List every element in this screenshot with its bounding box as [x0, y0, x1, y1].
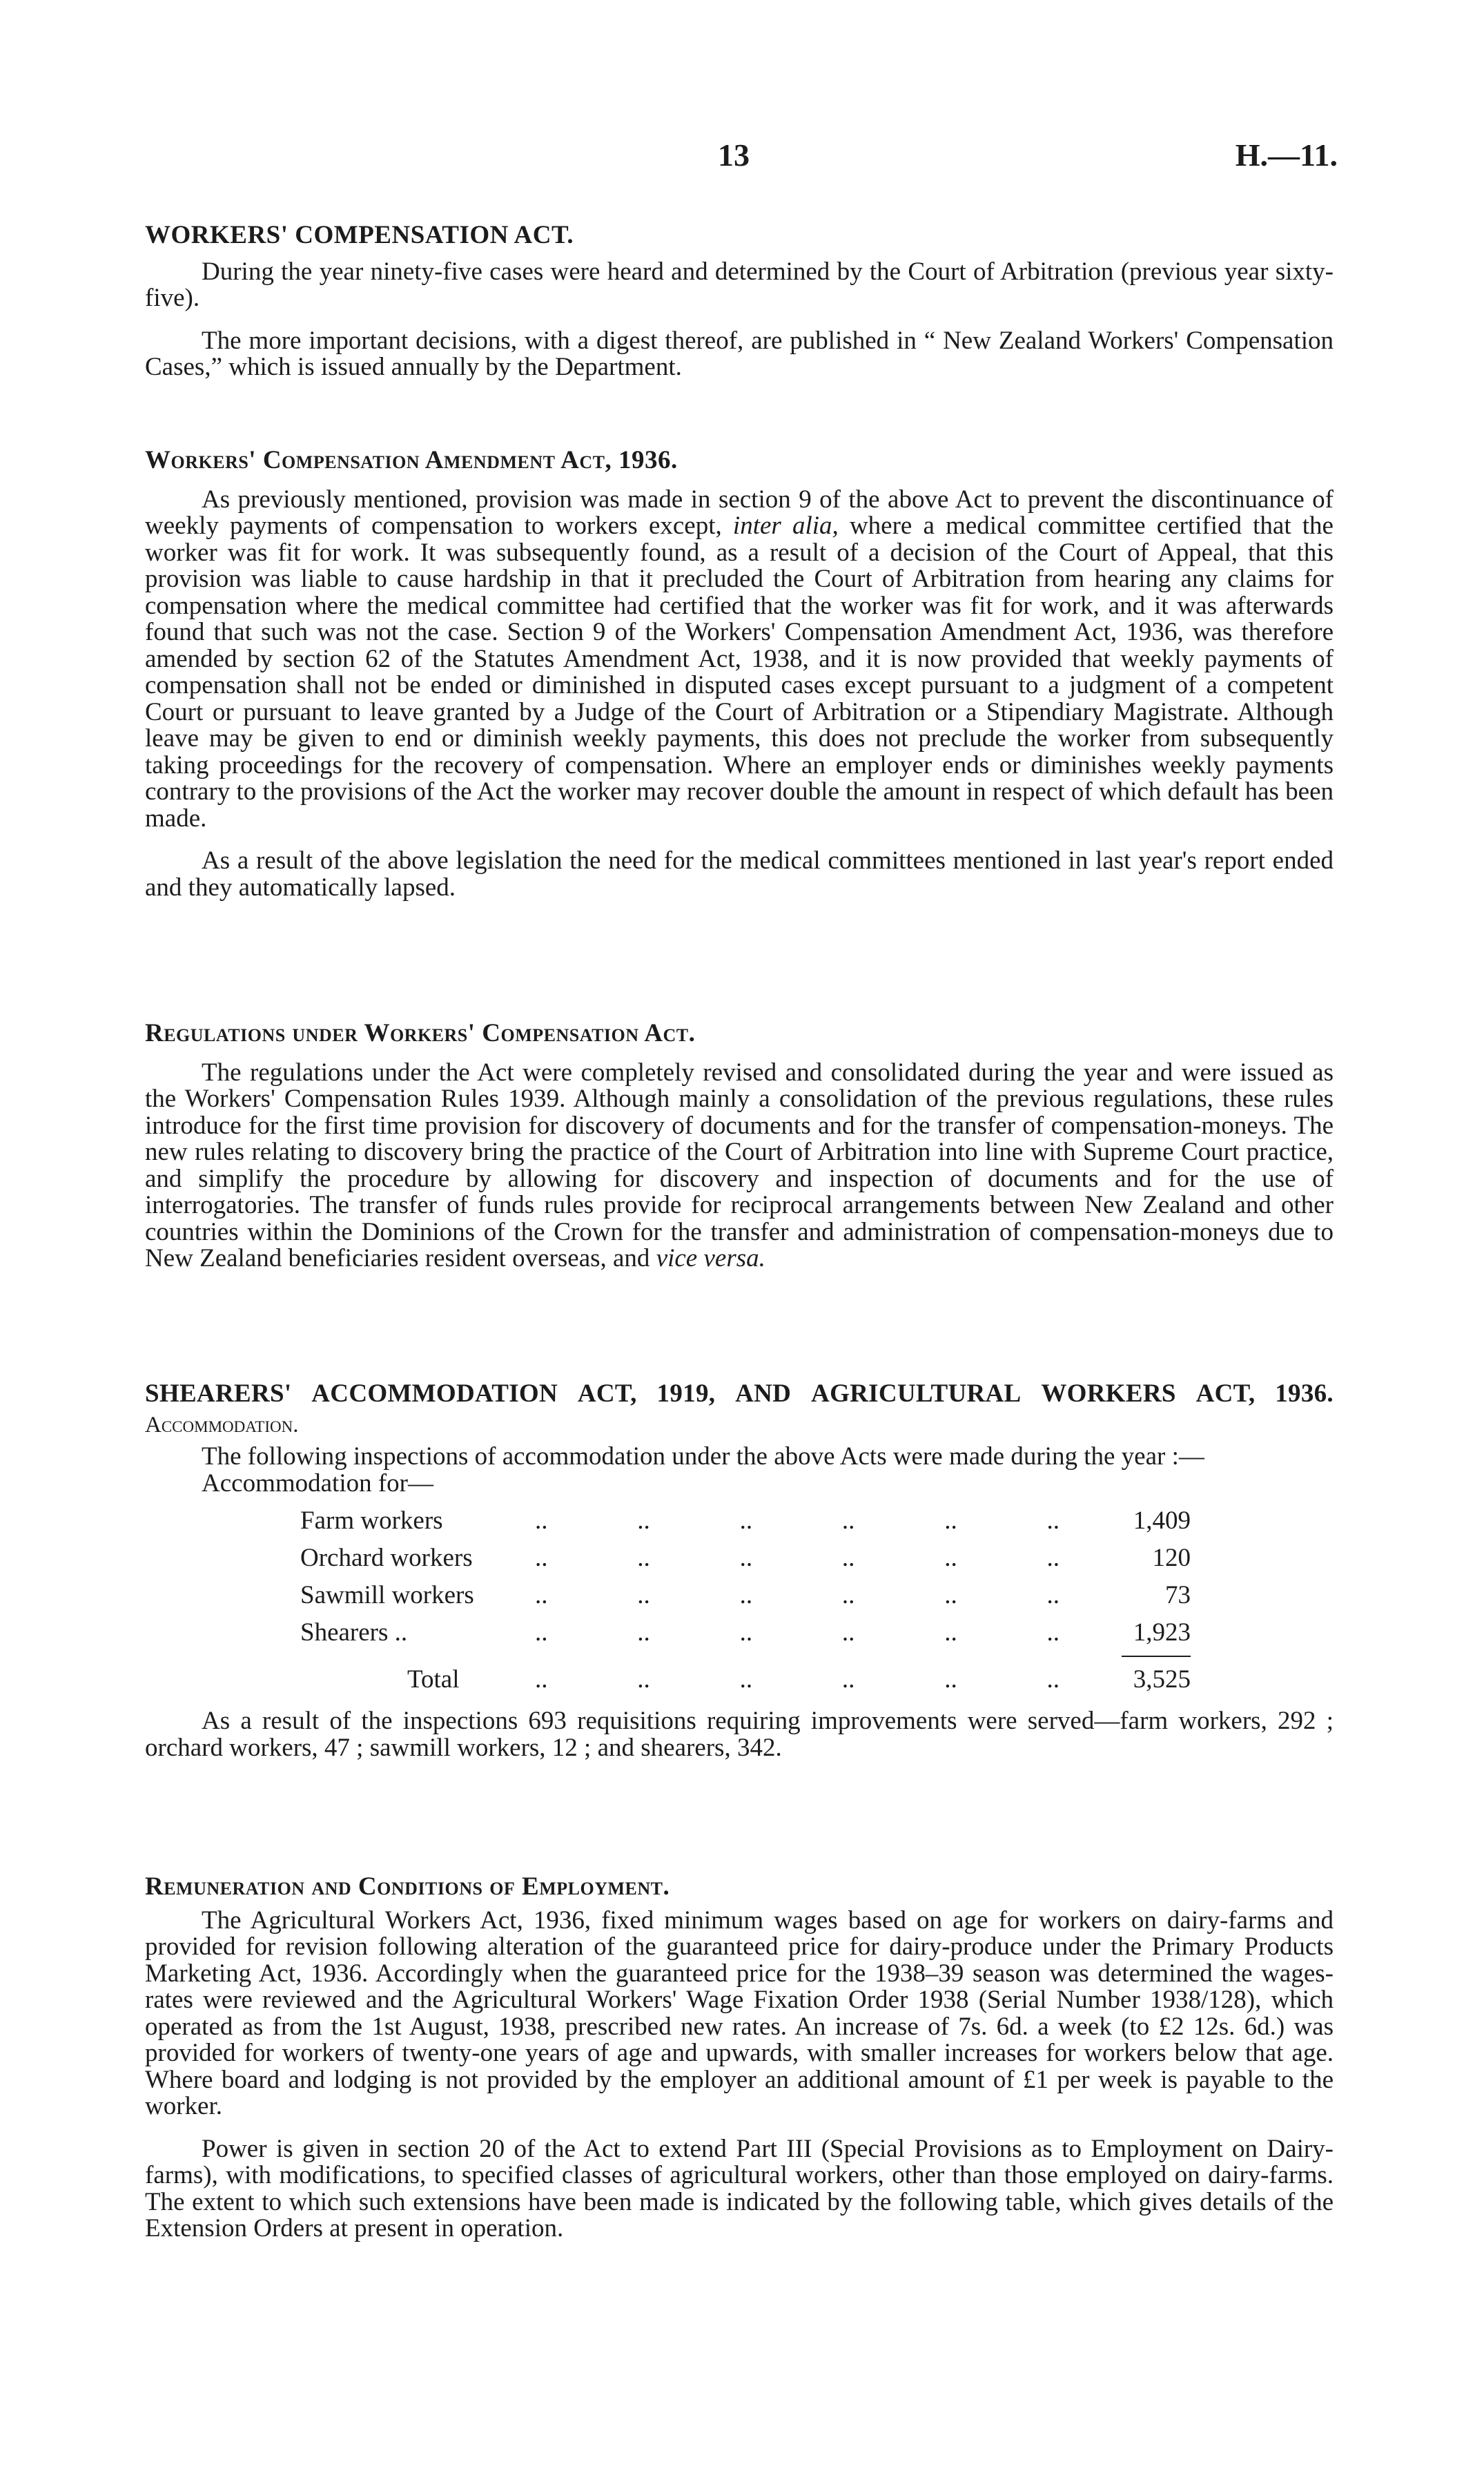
paragraph-regulations-text: The regulations under the Act were completely revised and consolidated during the year and were issued as the Workers' Compensation Rules 1939. Although mainly a consolidation of the previous regulations, these rules introduce for the first time provision for discovery of documents and for the transfer of compensation-moneys. The new rules relating to discovery bring the practice of the Court of Arbitration into line with Supreme Court practice, and simplify the procedure by allowing for discovery and inspection of documents and for the use of interrogatories. The transfer of funds rules provide for reciprocal arrangements between New Zealand and other countries within the Dominions of the Crown for the transfer and administration of compensation-moneys due to New Zealand beneficiaries resident overseas, and — [145, 1058, 1334, 1272]
heading-regulations: Regulations under Workers' Compensation Act. — [145, 1019, 696, 1047]
section-regulations — [145, 1020, 1334, 1288]
paragraph-section-9-part-b: where a medical committee certified that the worker was fit for work. It was subsequently found, as a result of a decision of the Court of Appeal, that this provision was liable to cause hardship in that it precluded the Court of Arbitration from hearing any claims for compensation where the medical committee had certified that the worker was fit for work, and it was afterwards found that such was not the case. Section 9 of the Workers' Compensation Amendment Act, 1936, was therefore amended by section 62 of the Statutes Amendment Act, 1938, and it is now provided that weekly payments of compensation shall not be ended or diminished in disputed cases except pursuant to a judgment of a competent Court or pursuant to leave granted by a Judge of the Court of Arbitration or a Stipendiary Magistrate. Although leave may be given to end or diminish weekly payments, this does not preclude the worker from subsequently taking proceedings for the recovery of compensation. Where an employer ends or diminishes weekly payments contrary to the provisions of the Act the worker may recover double the amount in respect of which default has been made. — [145, 512, 1334, 833]
heading-word: SHEARERS' — [145, 1379, 292, 1408]
leader-dots: .. .. .. .. .. .. — [535, 1618, 1060, 1647]
inter-alia-text: inter alia, — [732, 512, 839, 540]
heading-word: ACT, — [577, 1379, 637, 1408]
heading-word: AGRICULTURAL — [811, 1379, 1022, 1408]
table-row — [300, 1540, 1191, 1577]
paragraph-decisions-published: The more important decisions, with a digest thereof, are published in “ New Zealand Workers' Compensation Cases,” which is issued annually by the Department. — [145, 326, 1334, 381]
leader-dots: .. .. .. .. .. .. — [535, 1506, 1060, 1535]
table-row-total — [300, 1661, 1191, 1698]
accommodation-table — [300, 1502, 1191, 1698]
heading-word: 1919, — [656, 1379, 716, 1408]
row-label: Orchard workers — [300, 1544, 473, 1572]
section-workers-compensation — [145, 222, 1334, 397]
total-value: 3,525 — [1133, 1665, 1191, 1694]
row-label: Shearers .. — [300, 1618, 408, 1647]
row-value: 1,409 — [1133, 1506, 1191, 1535]
leader-dots: .. .. .. .. .. .. — [535, 1665, 1060, 1694]
heading-word: WORKERS — [1041, 1379, 1176, 1408]
paragraph-section-9 — [145, 487, 1334, 833]
heading-word: ACCOMMODATION — [311, 1379, 558, 1408]
total-rule — [1122, 1656, 1191, 1657]
row-value: 120 — [1152, 1544, 1191, 1572]
heading-workers-compensation: WORKERS' COMPENSATION ACT. — [145, 221, 574, 249]
table-caption: Accommodation for— — [202, 1469, 433, 1498]
heading-word: AND — [735, 1379, 792, 1408]
paragraph-minimum-wages: The Agricultural Workers Act, 1936, fixed minimum wages based on age for workers on dairy-farms and provided for revision following alteration of the guaranteed price for dairy-produce under the Primary Products Marketing Act, 1936. Accordingly when the guaranteed price for the 1938–39 season was determined the wages-rates were reviewed and the Agricultural Workers' Wage Fixation Order 1938 (Serial Number 1938/128), which operated as from the 1st August, 1938, prescribed new rates. An increase of 7s. 6d. a week (to £2 12s. 6d.) was provided for workers of twenty-one years of age and upwards, with smaller increases for workers below that age. Where board and lodging is not provided by the employer an additional amount of £1 per week is payable to the worker. — [145, 1906, 1334, 2120]
paragraph-inspections-intro: The following inspections of accommodation under the above Acts were made during the year :— — [202, 1442, 1204, 1471]
paragraph-extension-orders: Power is given in section 20 of the Act to extend Part III (Special Provisions as to Employment on Dairy-farms), with modifications, to specified classes of agricultural workers, other than those employed on dairy-farms. The extent to which such extensions have been made is indicated by the following table, which gives details of the Extension Orders at present in operation. — [145, 2134, 1334, 2242]
row-label: Farm workers — [300, 1506, 443, 1535]
heading-amendment-act: Workers' Compensation Amendment Act, 1936. — [145, 446, 678, 474]
paragraph-cases-heard: During the year ninety-five cases were heard and determined by the Court of Arbitration (previous year sixty-five). — [145, 257, 1334, 312]
table-row — [300, 1502, 1191, 1540]
row-value: 73 — [1165, 1581, 1191, 1609]
row-value: 1,923 — [1133, 1618, 1191, 1647]
table-row — [300, 1614, 1191, 1651]
series-code: H.—11. — [1235, 137, 1338, 173]
vice-versa-text: vice versa. — [656, 1244, 765, 1272]
heading-shearers-accommodation — [145, 1381, 1334, 1408]
paragraph-section-9-part-a: As previously mentioned, provision was made in section 9 of the above Act to prevent the discontinuance of weekly payments of compensation to workers except, — [145, 485, 1334, 540]
paragraph-requisitions: As a result of the inspections 693 requisitions requiring improvements were served—farm workers, 292 ; orchard workers, 47 ; sawmill workers, 12 ; and shearers, 342. — [145, 1707, 1334, 1762]
leader-dots: .. .. .. .. .. .. — [535, 1581, 1060, 1609]
total-rule-row — [300, 1651, 1191, 1661]
section-amendment-act — [145, 447, 1334, 917]
section-remuneration — [145, 1874, 1334, 2258]
running-head — [0, 137, 1484, 178]
heading-remuneration: Remuneration and Conditions of Employment. — [145, 1872, 670, 1901]
paragraph-committees-lapsed: As a result of the above legislation the need for the medical committees mentioned in last year's report ended and they automatically lapsed. — [145, 846, 1334, 902]
heading-word: ACT, — [1195, 1379, 1256, 1408]
subheading-accommodation: Accommodation. — [145, 1412, 299, 1437]
section-shearers-accommodation — [145, 1381, 1334, 1777]
paragraph-regulations-revised — [145, 1060, 1334, 1272]
total-label: Total — [407, 1665, 460, 1694]
heading-word: 1936. — [1275, 1379, 1334, 1408]
leader-dots: .. .. .. .. .. .. — [535, 1544, 1060, 1572]
table-row — [300, 1577, 1191, 1614]
page-number: 13 — [718, 137, 750, 173]
row-label: Sawmill workers — [300, 1581, 474, 1609]
